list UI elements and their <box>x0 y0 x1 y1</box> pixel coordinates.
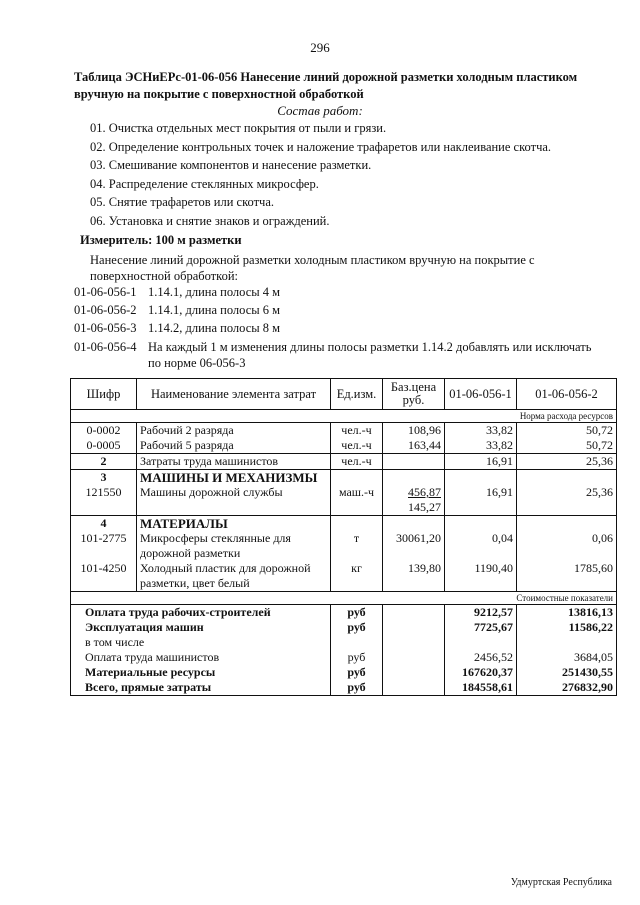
cell-price: 163,44 <box>383 438 445 454</box>
section-title: МАШИНЫ И МЕХАНИЗМЫ <box>137 470 331 486</box>
cell-price: 139,80 <box>383 561 445 592</box>
cell-name: Рабочий 2 разряда <box>137 423 331 439</box>
cost-label: Стоимостные показатели <box>71 592 617 605</box>
summary-value-1: 167620,37 <box>445 665 517 680</box>
table-row <box>71 531 617 561</box>
cell-value-1: 16,91 <box>445 485 517 516</box>
cell-value-1: 33,82 <box>445 438 517 454</box>
cell-code: 2 <box>71 454 137 470</box>
cell-code: 0-0002 <box>71 423 137 439</box>
cell-price: 30061,20 <box>383 531 445 561</box>
cell-empty <box>383 470 445 486</box>
cell-name: Холодный пластик для дорожной разметки, цвет белый <box>137 561 331 592</box>
cell-value-1: 16,91 <box>445 454 517 470</box>
cell-value-2: 25,36 <box>517 454 617 470</box>
cell-empty <box>383 665 445 680</box>
summary-unit: руб <box>331 665 383 680</box>
summary-row <box>71 620 617 635</box>
summary-value-1: 7725,67 <box>445 620 517 635</box>
price-value: 456,87 <box>408 485 441 499</box>
summary-value-2: 11586,22 <box>517 620 617 635</box>
cell-unit: т <box>331 531 383 561</box>
measure-unit: Измеритель: 100 м разметки <box>80 233 242 247</box>
work-item: 03. Смешивание компонентов и нанесение разметки. <box>90 158 372 172</box>
cell-value-2: 50,72 <box>517 423 617 439</box>
cell-empty <box>445 470 517 486</box>
cell-value-2: 0,06 <box>517 531 617 561</box>
cell-empty <box>383 650 445 665</box>
table-row <box>71 485 617 516</box>
summary-name: Материальные ресурсы <box>71 665 331 680</box>
cell-unit: чел.-ч <box>331 454 383 470</box>
cell-empty <box>517 516 617 532</box>
header-variant-1: 01-06-056-1 <box>445 379 517 410</box>
cell-name: Рабочий 5 разряда <box>137 438 331 454</box>
header-variant-2: 01-06-056-2 <box>517 379 617 410</box>
summary-unit: руб <box>331 680 383 696</box>
cell-unit: маш.-ч <box>331 485 383 516</box>
cell-empty <box>331 516 383 532</box>
summary-value-1: 2456,52 <box>445 650 517 665</box>
table-row <box>71 438 617 454</box>
cell-value-2: 50,72 <box>517 438 617 454</box>
works-heading: Состав работ: <box>277 103 363 118</box>
cell-empty <box>383 635 445 650</box>
summary-value-2: 276832,90 <box>517 680 617 696</box>
summary-row <box>71 665 617 680</box>
cell-code: 101-2775 <box>71 531 137 561</box>
cost-table <box>70 378 617 696</box>
table-header-row <box>71 379 617 410</box>
cell-empty <box>383 620 445 635</box>
summary-name: Оплата труда рабочих-строителей <box>71 605 331 621</box>
table-title: Таблица ЭСНиЕРс-01-06-056 Нанесение линий дорожной разметки холодным пластиком вручную на покрытие с поверхностной обработкой <box>74 70 578 101</box>
description: Нанесение линий дорожной разметки холодным пластиком вручную на покрытие с поверхностной обработкой: <box>90 253 535 283</box>
summary-value-2: 13816,13 <box>517 605 617 621</box>
variant-text-continued: по норме 06-056-3 <box>148 356 246 370</box>
work-item: 04. Распределение стеклянных микросфер. <box>90 177 319 191</box>
work-item: 06. Установка и снятие знаков и ограждений. <box>90 214 330 228</box>
header-price: Баз.цена руб. <box>383 379 445 410</box>
summary-row <box>71 680 617 696</box>
cell-unit: чел.-ч <box>331 438 383 454</box>
summary-value-1: 184558,61 <box>445 680 517 696</box>
footer-region: Удмуртская Республика <box>510 877 612 888</box>
cell-unit: чел.-ч <box>331 423 383 439</box>
header-cipher: Шифр <box>71 379 137 410</box>
header-unit: Ед.изм. <box>331 379 383 410</box>
summary-unit: руб <box>331 605 383 621</box>
variant-code: 01-06-056-3 <box>74 321 137 335</box>
cell-value-2: 25,36 <box>517 485 617 516</box>
summary-name: Оплата труда машинистов <box>71 650 331 665</box>
cell-empty <box>331 470 383 486</box>
summary-value-2: 3684,05 <box>517 650 617 665</box>
cell-name: Машины дорожной службы <box>137 485 331 516</box>
cell-empty <box>445 516 517 532</box>
work-item: 05. Снятие трафаретов или скотча. <box>90 195 275 209</box>
cell-code: 101-4250 <box>71 561 137 592</box>
summary-unit: руб <box>331 650 383 665</box>
variant-code: 01-06-056-4 <box>74 340 137 354</box>
summary-name: Всего, прямые затраты <box>71 680 331 696</box>
norm-label-row <box>71 410 617 423</box>
cell-name: Затраты труда машинистов <box>137 454 331 470</box>
cell-empty <box>331 635 383 650</box>
cell-code: 121550 <box>71 485 137 516</box>
norm-label: Норма расхода ресурсов <box>71 410 617 423</box>
header-name: Наименование элемента затрат <box>137 379 331 410</box>
section-title: МАТЕРИАЛЫ <box>137 516 331 532</box>
section-row <box>71 470 617 486</box>
work-item: 02. Определение контрольных точек и наложение трафаретов или наклеивание скотча. <box>90 140 552 154</box>
cell-code: 0-0005 <box>71 438 137 454</box>
cell-empty <box>383 680 445 696</box>
variant-text: 1.14.2, длина полосы 8 м <box>148 321 281 335</box>
summary-name: Эксплуатация машин <box>71 620 331 635</box>
variant-text: На каждый 1 м изменения длины полосы разметки 1.14.2 добавлять или исключать <box>148 340 592 354</box>
cell-value-1: 1190,40 <box>445 561 517 592</box>
summary-value-2: 251430,55 <box>517 665 617 680</box>
variant-code: 01-06-056-1 <box>74 285 137 299</box>
cell-empty <box>517 635 617 650</box>
cell-value-1: 0,04 <box>445 531 517 561</box>
summary-row <box>71 605 617 621</box>
table-row <box>71 454 617 470</box>
cell-empty <box>445 635 517 650</box>
cost-label-row <box>71 592 617 605</box>
work-item: 01. Очистка отдельных мест покрытия от пыли и грязи. <box>90 121 387 135</box>
cell-value-2: 1785,60 <box>517 561 617 592</box>
cell-value-1: 33,82 <box>445 423 517 439</box>
price-value-secondary: 145,27 <box>408 500 441 514</box>
cell-code: 4 <box>71 516 137 532</box>
variant-code: 01-06-056-2 <box>74 303 137 317</box>
cell-empty <box>383 516 445 532</box>
cell-code: 3 <box>71 470 137 486</box>
cell-price <box>383 454 445 470</box>
cell-price <box>383 485 445 516</box>
variant-text: 1.14.1, длина полосы 4 м <box>148 285 281 299</box>
summary-value-1: 9212,57 <box>445 605 517 621</box>
page-number: 296 <box>310 40 330 55</box>
variant-text: 1.14.1, длина полосы 6 м <box>148 303 281 317</box>
summary-row <box>71 635 617 650</box>
cell-price: 108,96 <box>383 423 445 439</box>
summary-name: в том числе <box>71 635 331 650</box>
cell-empty <box>517 470 617 486</box>
cell-name: Микросферы стеклянные для дорожной разметки <box>137 531 331 561</box>
summary-row <box>71 650 617 665</box>
table-row <box>71 423 617 439</box>
table-row <box>71 561 617 592</box>
cell-unit: кг <box>331 561 383 592</box>
summary-unit: руб <box>331 620 383 635</box>
cell-empty <box>383 605 445 621</box>
section-row <box>71 516 617 532</box>
